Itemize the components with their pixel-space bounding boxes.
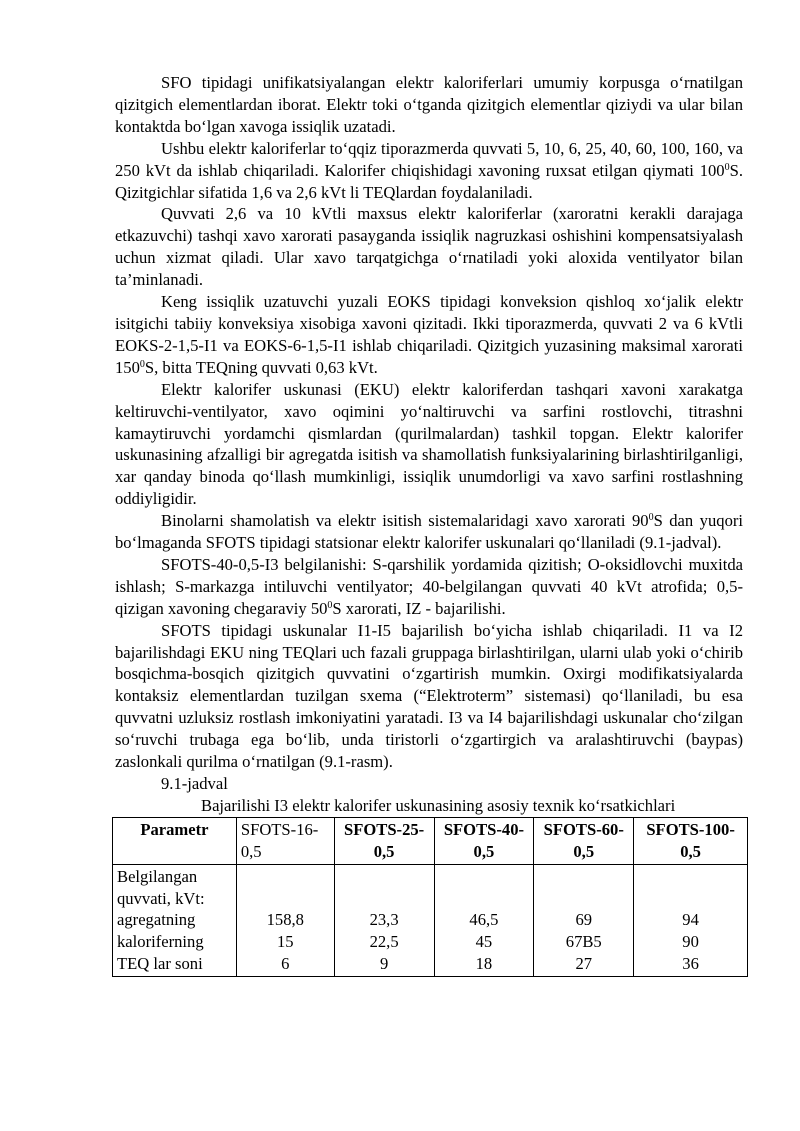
degree-superscript: 0 bbox=[648, 512, 654, 524]
table-title: Bajarilishi I3 elektr kalorifer uskunasining asosiy texnik ko‘rsatkichlari bbox=[201, 795, 676, 815]
table-cell: 158,8 15 6 bbox=[236, 864, 334, 977]
group-label: Belgilangan quvvati, kVt: bbox=[117, 866, 205, 908]
header-model: SFOTS-60-0,5 bbox=[534, 817, 634, 864]
paragraph-modifications: SFOTS tipidagi uskunalar I1-I5 bajarilish bo‘yicha ishlab chiqariladi. I1 va I2 bajarilishdagi EKU ning TEQlari uch fazali gruppaga birlashtirilgan, ularni ulab yoki o‘chirib bosqichma-bosqich qizitgich quvvatini o‘zgartirish mumkin. Oxirgi modifikatsiyalarda kontaksiz elementlardan tuzilgan sxema (“Elektroterm” sistemasi) qo‘llaniladi, bu esa quvvatni uzluksiz rostlash imkoniyatini yaratadi. I3 va I4 bajarilishdagi uskunalar cho‘zilgan so‘ruvchi trubaga ega bo‘lib, unda tiristorli o‘zgartirgich va aralashtiruvchi (baypas) zaslonkali qurilma o‘rnatilgan (9.1-rasm). bbox=[115, 620, 743, 772]
degree-superscript: 0 bbox=[327, 599, 333, 611]
row-label: Belgilangan quvvati, kVt: agregatning kaloriferning TEQ lar soni bbox=[113, 864, 237, 977]
header-model: SFOTS-16-0,5 bbox=[236, 817, 334, 864]
specs-table bbox=[112, 817, 748, 977]
header-model: SFOTS-40-0,5 bbox=[434, 817, 534, 864]
header-model: SFOTS-25-0,5 bbox=[334, 817, 434, 864]
table-row bbox=[113, 864, 748, 977]
table-cell: 94 90 36 bbox=[634, 864, 748, 977]
paragraph-sfo-intro: SFO tipidagi unifikatsiyalangan elektr kaloriferlari umumiy korpusga o‘rnatilgan qizitgich elementlardan iborat. Elektr toki o‘tganda qizitgich elementlar qiziydi va ular bilan kontaktda bo‘lgan xavoga issiqlik uzatadi. bbox=[115, 73, 743, 136]
paragraph-designation: SFOTS-40-0,5-I3 belgilanishi: S-qarshilik yordamida qizitish; O-oksidlovchi muxitda ishlash; S-markazga intiluvchi ventilyator; 40-belgilangan quvvati 40 kVt atrofida; 0,5-qizigan xavoning chegaraviy $50^0S$ xarorati, IZ - bajarilishi. bbox=[115, 554, 743, 618]
paragraph-sfots-usage: Binolarni shamolatish va elektr isitish sistemalaridagi xavo xarorati $90^0S$ dan yuqori bo‘lmaganda SFOTS tipidagi statsionar elektr kalorifer uskunalari qo‘llaniladi (9.1-jadval). bbox=[115, 511, 743, 553]
table-number: 9.1-jadval bbox=[161, 774, 228, 793]
document-page bbox=[115, 72, 743, 977]
table-cell: 23,3 22,5 9 bbox=[334, 864, 434, 977]
table-header-row bbox=[113, 817, 748, 864]
header-model: SFOTS-100-0,5 bbox=[634, 817, 748, 864]
table-cell: 46,5 45 18 bbox=[434, 864, 534, 977]
paragraph-eoks: Keng issiqlik uzatuvchi yuzali EOKS tipidagi konveksion qishloq xo‘jalik elektr isitgichi tabiiy konveksiya xisobiga xavoni qizitadi. Ikki tiporazmerda, quvvati 2 va 6 kVtli EOKS-2-1,5-I1 va EOKS-6-1,5-I1 ishlab chiqariladi. Qizitgich yuzasining maksimal xarorati $150^0S$, bitta TEQning quvvati 0,63 kVt. bbox=[115, 292, 743, 377]
paragraph-special-heaters: Quvvati 2,6 va 10 kVtli maxsus elektr kaloriferlar (xaroratni kerakli darajaga etkazuvchi) tashqi xavo xarorati pasayganda issiqlik nagruzkasi oshishini kompensatsiyalash uchun xizmat qiladi. Ular xavo tarqatgichga o‘rnatiladi yoki aloxida ventilyator bilan ta’minlanadi. bbox=[115, 204, 743, 290]
degree-superscript: 0 bbox=[139, 358, 145, 370]
paragraph-eku: Elektr kalorifer uskunasi (EKU) elektr kaloriferdan tashqari xavoni xarakatga keltiruvchi-ventilyator, xavo oqimini yo‘naltiruvchi va sarfini rostlovchi, titrashni kamaytiruvchi yordamchi qismlardan (qurilmalardan) tashkil topgan. Elektr kalorifer uskunasining afzalligi bir agregatda isitish va shamollatish funksiyalarining birlashtirilganligi, xar qanday binoda qo‘llash mumkinligi, issiqlik unumdorligi va xavo sarfini rostlashning oddiyligidir. bbox=[115, 379, 743, 509]
paragraph-power-sizes: Ushbu elektr kaloriferlar to‘qqiz tiporazmerda quvvati 5, 10, 6, 25, 40, 60, 100, 160, va 250 kVt da ishlab chiqariladi. Kalorifer chiqishidagi xavoning ruxsat etilgan qiymati $100^0S$. Qizitgichlar sifatida 1,6 va 2,6 kVt li TEQlardan foydalaniladi. bbox=[115, 138, 743, 202]
degree-superscript: 0 bbox=[724, 161, 730, 173]
header-parametr: Parametr bbox=[113, 817, 237, 864]
table-cell: 69 67B5 27 bbox=[534, 864, 634, 977]
